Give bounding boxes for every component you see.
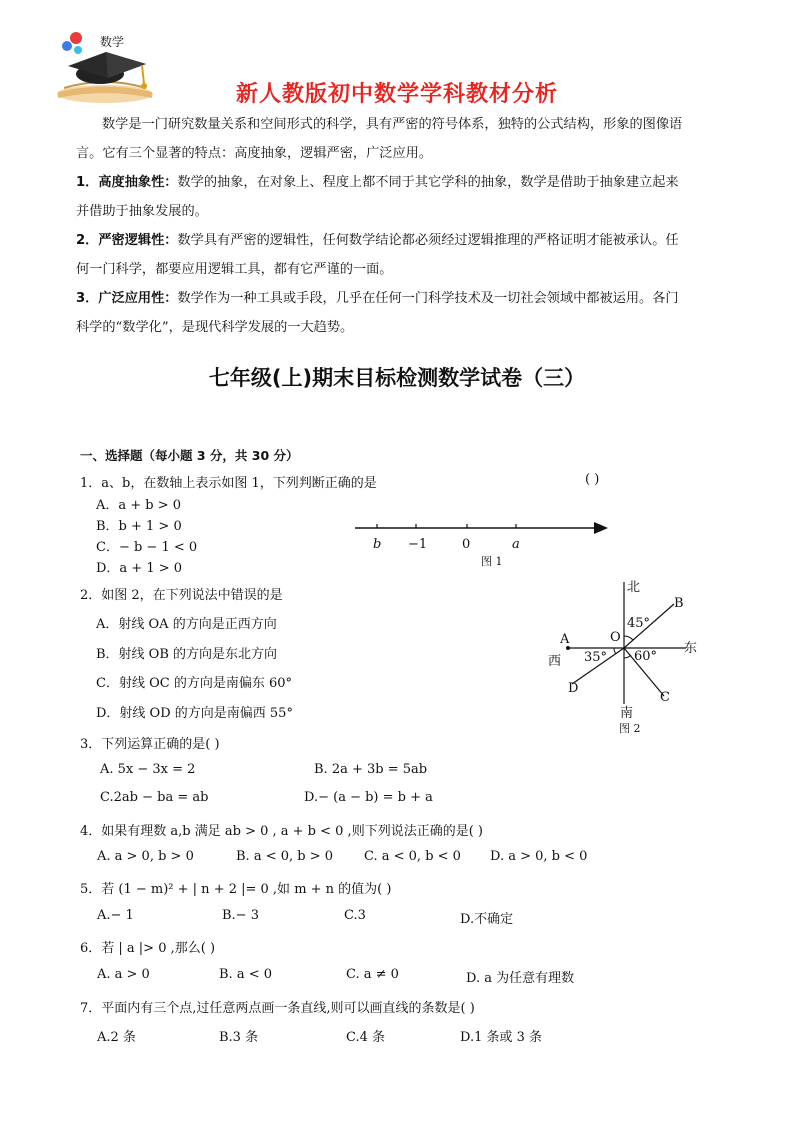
q2-option-c: C．射线 OC 的方向是南偏东 60° xyxy=(96,676,292,691)
compass-north: 北 xyxy=(627,580,641,595)
axis-label-b: b xyxy=(373,537,382,552)
compass-west: 西 xyxy=(548,654,562,669)
q6-stem: 6．若 | a |> 0 ,那么( ) xyxy=(80,941,216,956)
compass-point-o: O xyxy=(610,630,621,645)
q2-option-a: A．射线 OA 的方向是正西方向 xyxy=(96,617,277,632)
q7-option-a: A.2 条 xyxy=(97,1030,136,1045)
q1-answer-paren: ( ) xyxy=(585,472,600,487)
q3-stem: 3．下列运算正确的是( ) xyxy=(80,737,220,752)
intro-p1-line2: 言。它有三个显著的特点：高度抽象，逻辑严密，广泛应用。 xyxy=(76,146,433,161)
exam-title: 七年级(上)期末目标检测数学试卷（三） xyxy=(208,366,586,390)
intro-paragraph-2 xyxy=(76,168,726,226)
q6-option-c: C. a ≠ 0 xyxy=(346,967,399,982)
axis-label-minus-one: −1 xyxy=(408,537,428,552)
compass-angle-35: 35° xyxy=(584,650,608,665)
q4-option-a: A. a > 0, b > 0 xyxy=(97,849,194,864)
page-title: 新人教版初中数学学科教材分析 xyxy=(235,82,558,107)
q5-option-b: B.− 3 xyxy=(222,908,259,923)
compass-point-b: B xyxy=(674,596,684,611)
intro-p3-line2: 何一门科学，都要应用逻辑工具，都有它严谨的一面。 xyxy=(76,262,393,277)
q2-stem: 2．如图 2，在下列说法中错误的是 xyxy=(80,588,283,603)
q2-option-b: B．射线 OB 的方向是东北方向 xyxy=(96,647,278,662)
q1-stem: 1．a、b，在数轴上表示如图 1，下列判断正确的是 xyxy=(80,476,377,491)
intro-paragraph-4 xyxy=(76,284,726,342)
compass-east: 东 xyxy=(684,641,698,656)
q3-option-a: A. 5x − 3x = 2 xyxy=(100,762,196,777)
intro-p2-head: 1．高度抽象性： xyxy=(76,175,178,190)
intro-p2-line1: 数学的抽象，在对象上、程度上都不同于其它学科的抽象，数学是借助于抽象建立起来 xyxy=(177,175,679,190)
q7-option-b: B.3 条 xyxy=(219,1030,259,1045)
q4-option-c: C. a < 0, b < 0 xyxy=(364,849,461,864)
figure-1-caption: 图 1 xyxy=(481,555,503,568)
intro-p1-line1: 数学是一门研究数量关系和空间形式的科学，具有严密的符号体系，独特的公式结构，形象的图像语 xyxy=(102,117,683,132)
section-heading: 一、选择题（每小题 3 分，共 30 分） xyxy=(80,448,299,463)
intro-paragraph-1 xyxy=(76,110,726,168)
q2-option-d: D．射线 OD 的方向是南偏西 55° xyxy=(96,706,293,721)
q1-option-d: D．a + 1 > 0 xyxy=(96,561,183,576)
q6-option-a: A. a > 0 xyxy=(97,967,150,982)
q4-option-d: D. a > 0, b < 0 xyxy=(490,849,588,864)
compass-south: 南 xyxy=(620,706,634,721)
intro-p4-line2: 科学的“数学化”，是现代科学发展的一大趋势。 xyxy=(76,320,354,335)
q1-option-c: C．− b − 1 < 0 xyxy=(96,540,198,555)
intro-p4-line1: 数学作为一种工具或手段，几乎在任何一门科学技术及一切社会领域中都被运用。各门 xyxy=(177,291,679,306)
q5-stem: 5．若 (1 − m)² + | n + 2 |= 0 ,如 m + n 的值为( ) xyxy=(80,882,392,897)
compass-point-d: D xyxy=(568,681,579,696)
q4-stem: 4．如果有理数 a,b 满足 ab > 0 , a + b < 0 ,则下列说法正确的是( ) xyxy=(80,824,483,839)
intro-p3-head: 2．严密逻辑性： xyxy=(76,233,178,248)
compass-point-c: C xyxy=(660,690,670,705)
logo-label: 数学 xyxy=(100,35,125,49)
q5-option-c: C.3 xyxy=(344,908,366,923)
q5-option-d: D.不确定 xyxy=(460,912,514,927)
q1-option-a: A．a + b > 0 xyxy=(96,498,182,513)
q5-option-a: A.− 1 xyxy=(97,908,134,923)
q6-option-d: D. a 为任意有理数 xyxy=(466,971,575,986)
q6-option-b: B. a < 0 xyxy=(219,967,272,982)
intro-p4-head: 3．广泛应用性： xyxy=(76,291,178,306)
q7-stem: 7．平面内有三个点,过任意两点画一条直线,则可以画直线的条数是( ) xyxy=(80,1001,475,1016)
number-line xyxy=(350,518,612,540)
q7-option-c: C.4 条 xyxy=(346,1030,386,1045)
q1-option-b: B．b + 1 > 0 xyxy=(96,519,182,534)
q7-option-d: D.1 条或 3 条 xyxy=(460,1030,543,1045)
compass-angle-45: 45° xyxy=(627,616,651,631)
compass-point-a: A xyxy=(560,632,570,647)
compass-angle-60: 60° xyxy=(634,649,658,664)
intro-p2-line2: 并借助于抽象发展的。 xyxy=(76,204,208,219)
figure-2-caption: 图 2 xyxy=(619,722,641,735)
q3-option-c: C.2ab − ba = ab xyxy=(100,790,209,805)
q3-option-b: B. 2a + 3b = 5ab xyxy=(314,762,428,777)
intro-p3-line1: 数学具有严密的逻辑性，任何数学结论都必须经过逻辑推理的严格证明才能被承认。任 xyxy=(177,233,679,248)
axis-label-a: a xyxy=(512,537,520,552)
intro-paragraph-3 xyxy=(76,226,726,284)
q4-option-b: B. a < 0, b > 0 xyxy=(236,849,334,864)
q3-option-d: D.− (a − b) = b + a xyxy=(304,790,433,805)
axis-label-zero: 0 xyxy=(462,537,471,552)
